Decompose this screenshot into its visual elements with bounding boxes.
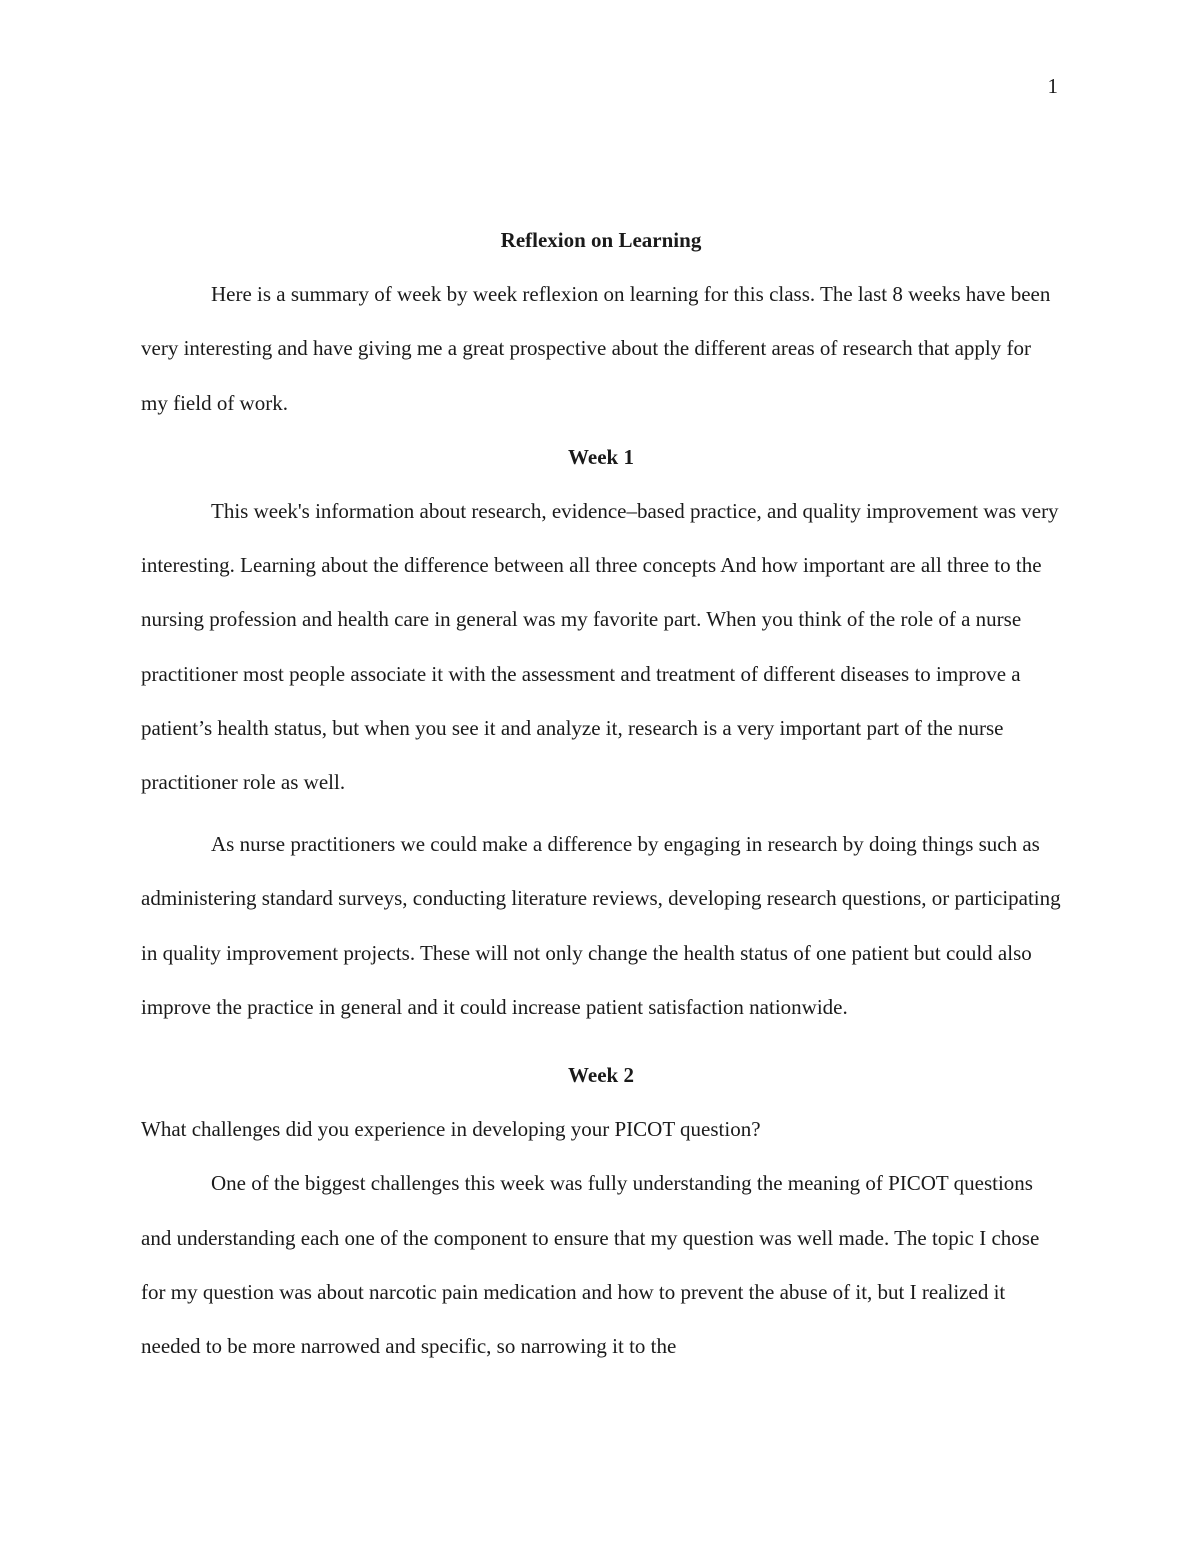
document-body: [141, 213, 1061, 1373]
page-number: 1: [1047, 74, 1058, 98]
week-1-paragraph-1: This week's information about research, evidence–based practice, and quality improvement was very interesting. Learning about the difference between all three concepts And how important are all three to the nursing profession and health care in general was my favorite part. When you think of the role of a nurse practitioner most people associate it with the assessment and treatment of different diseases to improve a patient’s health status, but when you see it and analyze it, research is a very important part of the nurse practitioner role as well.: [141, 499, 1059, 795]
week-2-question: What challenges did you experience in developing your PICOT question?: [141, 1117, 761, 1142]
intro-paragraph: Here is a summary of week by week reflexion on learning for this class. The last 8 weeks have been very interesting and have giving me a great prospective about the different areas of research that apply for my field of work.: [141, 282, 1051, 415]
week-1-heading: Week 1: [568, 444, 634, 469]
week-2-heading: Week 2: [568, 1063, 634, 1088]
week-1-paragraph-2: As nurse practitioners we could make a difference by engaging in research by doing things such as administering standard surveys, conducting literature reviews, developing research questions, or participating in quality improvement projects. These will not only change the health status of one patient but could also improve the practice in general and it could increase patient satisfaction nationwide.: [141, 832, 1061, 1019]
document-title: Reflexion on Learning: [500, 228, 702, 252]
week-2-paragraph-1: One of the biggest challenges this week was fully understanding the meaning of PICOT questions and understanding each one of the component to ensure that my question was well made. The topic I chose for my question was about narcotic pain medication and how to prevent the abuse of it, but I realized it needed to be more narrowed and specific, so narrowing it to the: [141, 1171, 1040, 1359]
